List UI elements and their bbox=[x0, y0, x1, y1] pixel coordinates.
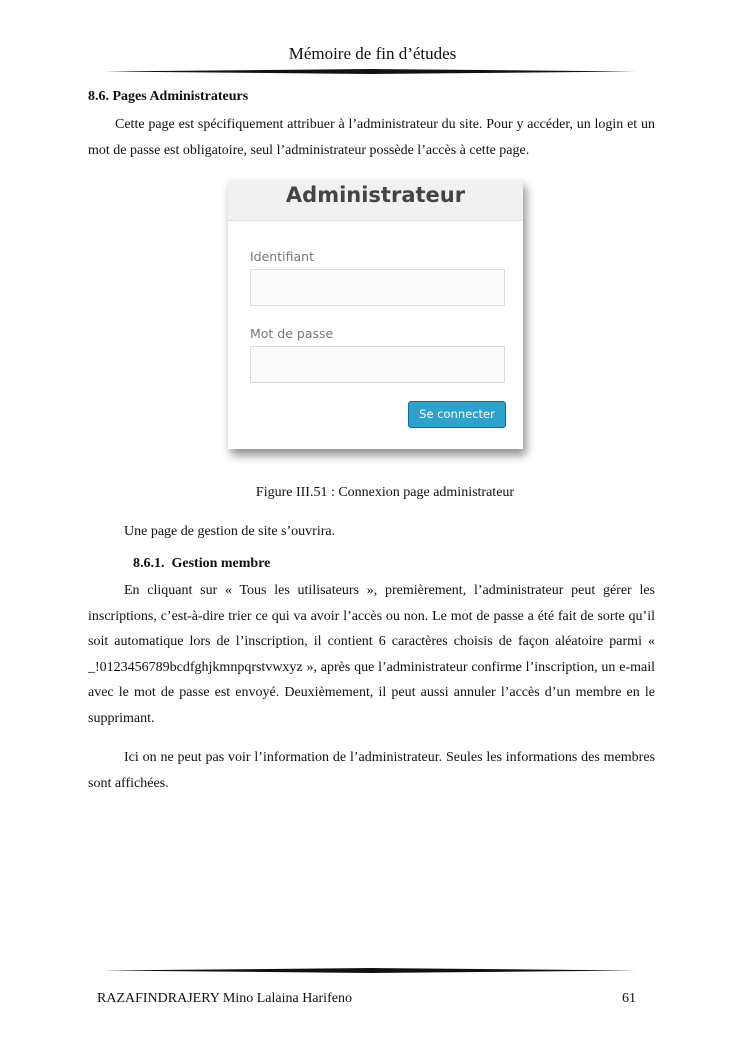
admin-info-text: Ici on ne peut pas voir l’information de l’administrateur. Seules les informations des membres sont affichées. bbox=[88, 750, 655, 791]
subsection-title: 8.6.1. Gestion membre bbox=[133, 556, 271, 571]
footer-author: RAZAFINDRAJERY Mino Lalaina Harifeno bbox=[97, 991, 352, 1006]
page-number: 61 bbox=[622, 991, 636, 1006]
login-button[interactable]: Se connecter bbox=[408, 401, 506, 428]
section-intro-text: Cette page est spécifiquement attribuer à l’administrateur du site. Pour y accéder, un login et un mot de passe est obligatoire, seul l’administrateur possède l’accès à cette page. bbox=[88, 117, 655, 158]
password-label: Mot de passe bbox=[250, 326, 334, 341]
page-header-title: Mémoire de fin d’études bbox=[288, 44, 457, 63]
gestion-membre-paragraph bbox=[88, 578, 655, 731]
admin-login-figure bbox=[228, 180, 523, 449]
section-title: 8.6. Pages Administrateurs bbox=[88, 89, 249, 104]
gestion-membre-text: En cliquant sur « Tous les utilisateurs », premièrement, l’administrateur peut gérer les inscriptions, c’est-à-dire trier ce qui va avoir l’accès ou non. Le mot de passe a été fait de sorte qu’il soit automatique lors de l’inscription, il contient 6 caractères choisis de façon aléatoire parmi « _!0123456789bcdfghjkmnpqrstvwxyz », après que l’administrateur confirme l’inscription, un e-mail avec le mot de passe est envoyé. Deuxièmement, il peut aussi annuler l’accès d’un membre en le supprimant. bbox=[88, 583, 655, 726]
admin-login-heading: Administrateur bbox=[228, 180, 523, 221]
section-intro-paragraph bbox=[88, 112, 655, 163]
figure-caption: Figure III.51 : Connexion page administrateur bbox=[255, 485, 515, 500]
after-figure-text: Une page de gestion de site s’ouvrira. bbox=[124, 524, 336, 539]
password-input[interactable] bbox=[250, 346, 505, 383]
footer-rule bbox=[103, 968, 641, 972]
after-figure-paragraph bbox=[88, 519, 655, 545]
username-label: Identifiant bbox=[250, 249, 314, 264]
admin-info-paragraph bbox=[88, 745, 655, 796]
header-rule bbox=[103, 69, 641, 73]
username-input[interactable] bbox=[250, 269, 505, 306]
